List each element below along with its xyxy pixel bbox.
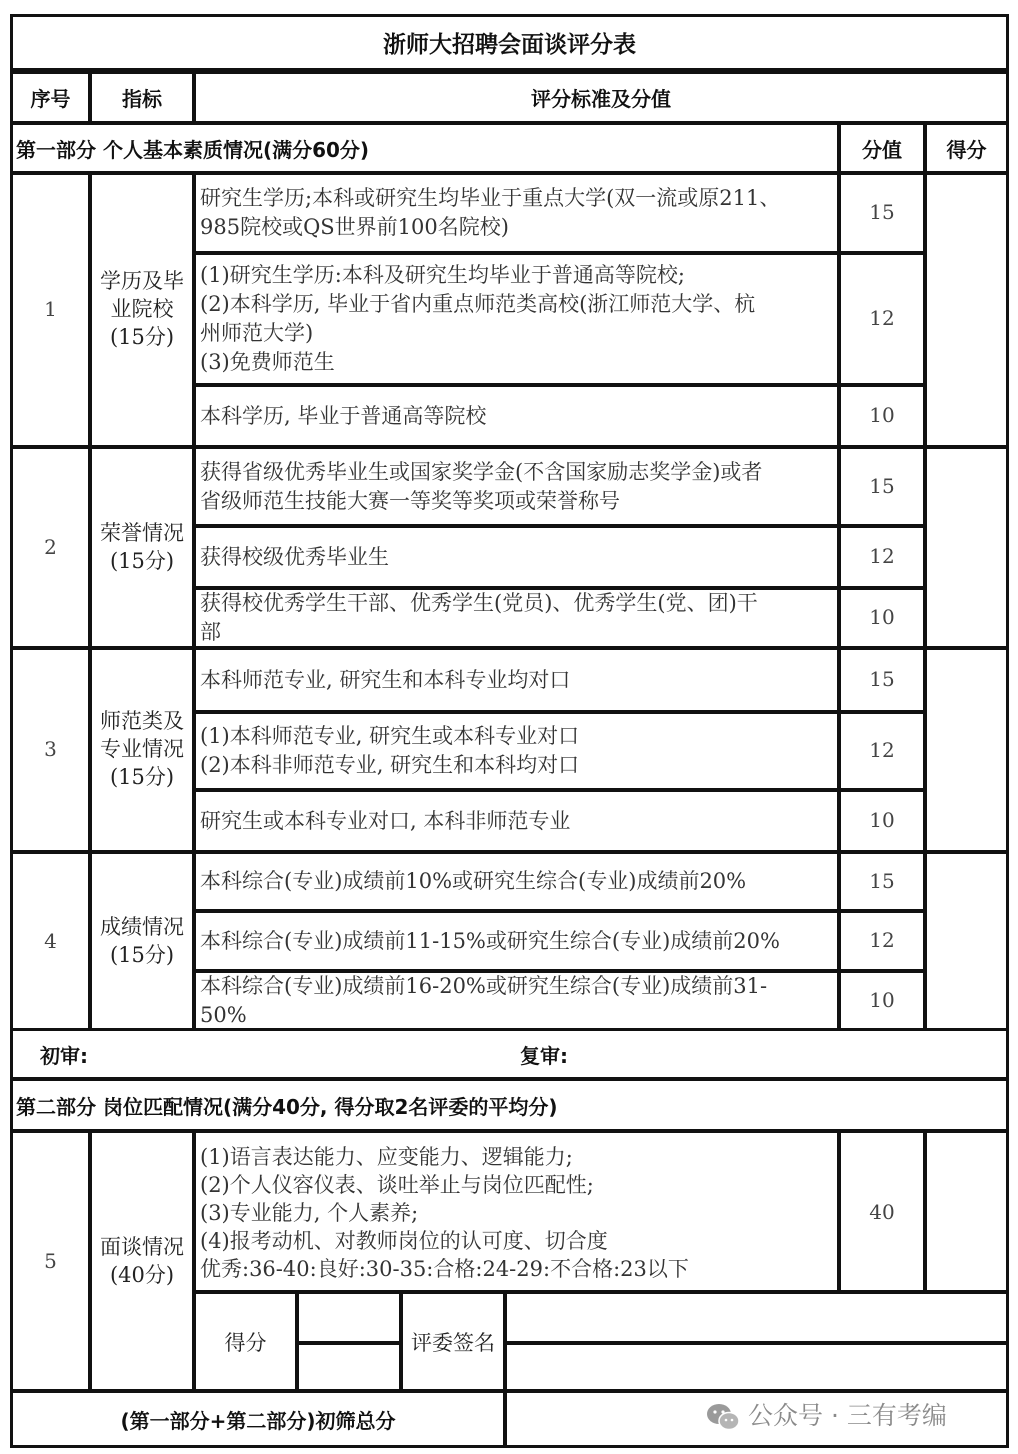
- page-title: 浙师大招聘会面谈评分表: [383, 32, 636, 58]
- score-value: 15: [869, 667, 895, 691]
- group-got-cell: [924, 647, 1009, 853]
- group-indicator-line: 荣誉情况: [100, 520, 184, 545]
- group-indicator-line: 业院校: [110, 297, 174, 321]
- group-indicator-line: (15分): [109, 325, 175, 349]
- group-indicator: [89, 172, 195, 446]
- criteria-text-line: 本科综合(专业)成绩前11-15%或研究生综合(专业)成绩前20%: [200, 928, 780, 953]
- part2-indicator: [89, 1130, 195, 1392]
- criteria-text: [200, 254, 834, 384]
- criteria-text: [200, 791, 834, 851]
- criteria-text-line: (2)本科非师范专业, 研究生和本科均对口: [200, 753, 580, 777]
- score-label: 得分: [224, 1330, 267, 1355]
- score-value: 15: [869, 200, 895, 224]
- header-criteria: 评分标准及分值: [531, 87, 671, 111]
- score-value: 12: [869, 738, 895, 762]
- part2-criteria-text-line: (2)个人仪容仪表、谈吐举止与岗位匹配性;: [200, 1172, 594, 1197]
- criteria-text: [200, 589, 834, 647]
- group-got-cell: [924, 851, 1009, 1032]
- criteria-text-line: 本科综合(专业)成绩前10%或研究生综合(专业)成绩前20%: [200, 869, 747, 893]
- part2-criteria-text-line: (3)专业能力, 个人素养;: [200, 1200, 419, 1225]
- first-review-label: 初审:: [40, 1043, 88, 1068]
- group-indicator: [89, 446, 195, 647]
- criteria-text: [200, 386, 834, 446]
- second-review-label: 复审:: [520, 1043, 568, 1068]
- judge-sign-cell-1: [504, 1291, 1009, 1344]
- criteria-text-line: 州师范大学): [200, 321, 314, 345]
- group-indicator-line: (15分): [109, 942, 175, 967]
- criteria-text-line: 本科师范专业, 研究生和本科专业均对口: [200, 667, 571, 692]
- score-value: 10: [869, 808, 895, 832]
- criteria-text: [200, 713, 834, 789]
- group-indicator: [89, 647, 195, 851]
- criteria-text: [200, 174, 834, 252]
- criteria-text: [200, 448, 834, 525]
- group-indicator-line: (15分): [109, 765, 175, 789]
- total-label: (第一部分+第二部分)初筛总分: [120, 1408, 396, 1433]
- criteria-text-line: 获得校级优秀毕业生: [200, 544, 389, 569]
- got-col-header: 得分: [946, 137, 987, 162]
- group-indicator-line: 学历及毕: [100, 269, 184, 293]
- group-got-cell: [924, 446, 1009, 649]
- criteria-text-line: 本科综合(专业)成绩前16-20%或研究生综合(专业)成绩前31-: [200, 974, 768, 998]
- score-value: 12: [869, 928, 895, 952]
- criteria-text-line: 50%: [200, 1003, 247, 1027]
- wechat-icon: [706, 1401, 748, 1430]
- group-indicator-line: 师范类及: [100, 709, 184, 733]
- score-value: 15: [869, 868, 895, 893]
- score-value: 10: [869, 605, 895, 629]
- group-indicator-line: (15分): [109, 548, 175, 573]
- part2-indicator-line: 面谈情况: [100, 1235, 184, 1259]
- criteria-text-line: (3)免费师范生: [200, 350, 335, 374]
- score-col-header: 分值: [862, 137, 902, 162]
- criteria-text-line: 985院校或QS世界前100名院校): [200, 215, 509, 239]
- criteria-text-line: 研究生学历;本科或研究生均毕业于重点大学(双一流或原211、: [200, 186, 781, 210]
- part2-score-value: 40: [869, 1199, 895, 1224]
- criteria-text: [200, 649, 834, 711]
- score-value: 10: [869, 403, 895, 427]
- group-indicator-line: 专业情况: [100, 737, 184, 761]
- group-indicator: [89, 851, 195, 1030]
- score-value: 12: [869, 306, 895, 330]
- judge-label: 评委签名: [411, 1330, 495, 1355]
- score-value: 10: [869, 988, 895, 1012]
- criteria-text-line: (1)研究生学历:本科及研究生均毕业于普通高等院校;: [200, 263, 685, 287]
- group-no: 1: [44, 297, 57, 321]
- criteria-text: [200, 853, 834, 910]
- part2-got-cell: [924, 1130, 1009, 1293]
- header-no: 序号: [30, 87, 71, 111]
- part1-title: 第一部分 个人基本素质情况(满分60分): [16, 137, 370, 162]
- judge-sign-cell-2: [504, 1342, 1009, 1392]
- watermark: [706, 1396, 947, 1432]
- group-no: 2: [44, 534, 57, 559]
- group-no: 4: [44, 928, 57, 953]
- part2-criteria-text: [200, 1140, 834, 1285]
- part2-title: 第二部分 岗位匹配情况(满分40分, 得分取2名评委的平均分): [16, 1094, 558, 1119]
- group-indicator-line: 成绩情况: [100, 914, 184, 939]
- score-value: 12: [869, 544, 895, 568]
- criteria-text-line: 获得省级优秀毕业生或国家奖学金(不含国家励志奖学金)或者: [200, 459, 763, 484]
- group-got-cell: [924, 172, 1009, 448]
- score-value: 15: [869, 473, 895, 498]
- criteria-text: [200, 912, 834, 970]
- criteria-text-line: 研究生或本科专业对口, 本科非师范专业: [200, 808, 571, 833]
- criteria-text: [200, 527, 834, 587]
- part2-no: 5: [44, 1249, 57, 1273]
- criteria-text-line: 省级师范生技能大赛一等奖等奖项或荣誉称号: [200, 488, 620, 513]
- watermark-text: 公众号 · 三有考编: [748, 1401, 947, 1430]
- criteria-text: [200, 972, 834, 1030]
- criteria-text-line: 部: [200, 620, 221, 644]
- part2-criteria-text-line: (1)语言表达能力、应变能力、逻辑能力;: [200, 1144, 573, 1169]
- criteria-text-line: (1)本科师范专业, 研究生或本科专业对口: [200, 724, 580, 748]
- score-entry-cell-2: [296, 1342, 402, 1392]
- header-indicator: 指标: [122, 87, 162, 111]
- part2-criteria-text-line: (4)报考动机、对教师岗位的认可度、切合度: [200, 1228, 608, 1253]
- part2-indicator-line: (40分): [109, 1263, 175, 1287]
- criteria-text-line: 本科学历, 毕业于普通高等院校: [200, 403, 487, 428]
- score-entry-cell-1: [296, 1291, 402, 1344]
- criteria-text-line: 获得校优秀学生干部、优秀学生(党员)、优秀学生(党、团)干: [200, 591, 758, 615]
- group-no: 3: [44, 737, 57, 761]
- criteria-text-line: (2)本科学历, 毕业于省内重点师范类高校(浙江师范大学、杭: [200, 292, 756, 316]
- part2-criteria-text-line: 优秀:36-40:良好:30-35:合格:24-29:不合格:23以下: [200, 1256, 689, 1281]
